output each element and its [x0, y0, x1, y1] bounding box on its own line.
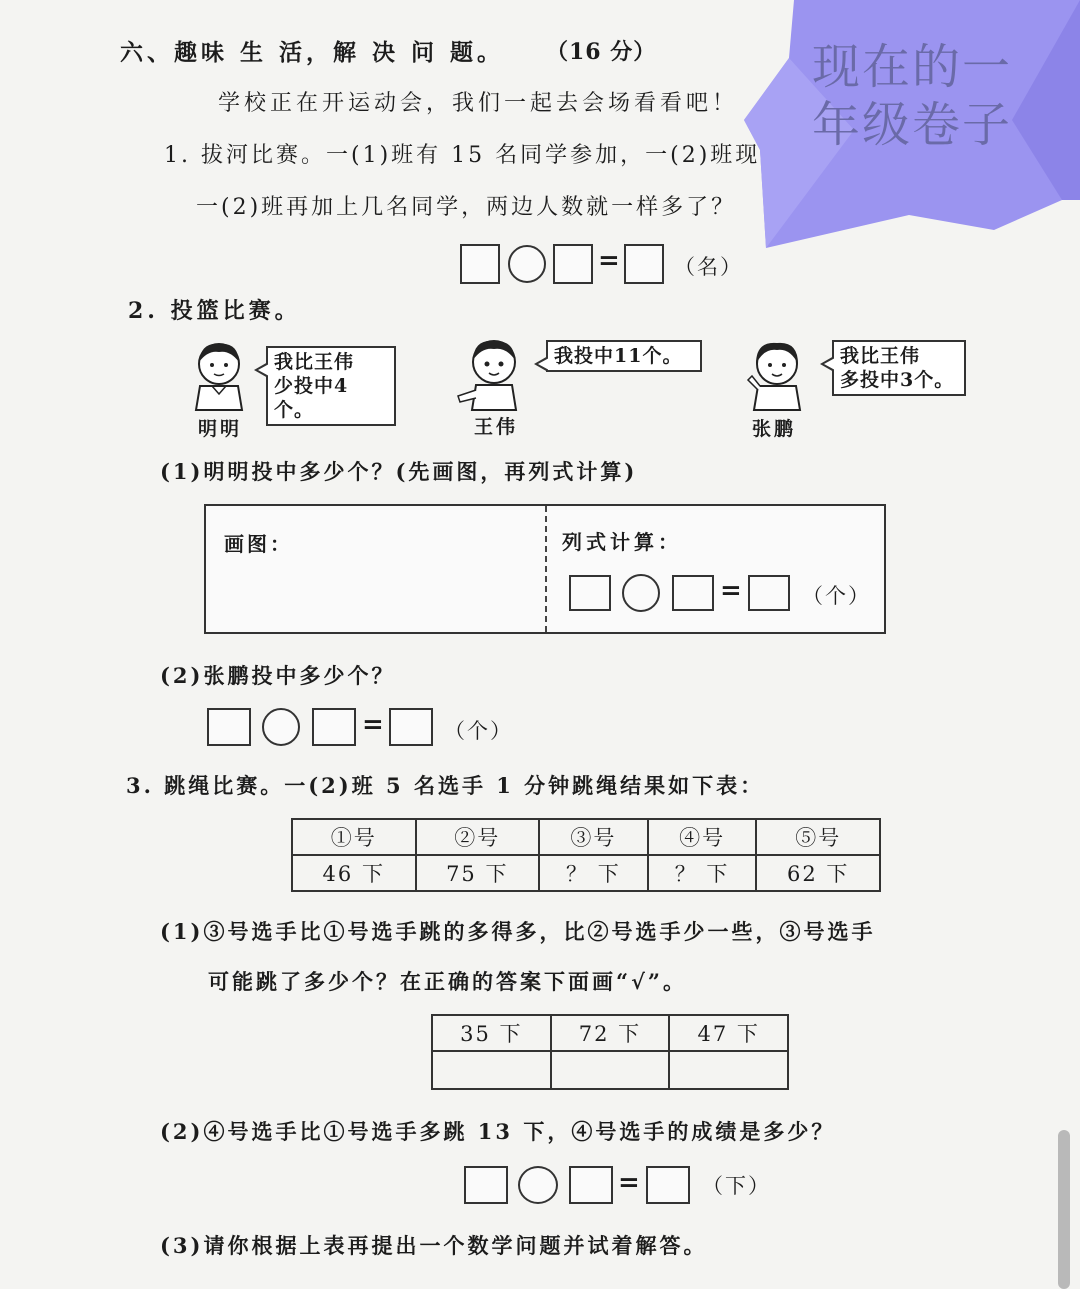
q3-sub1-line1: (1)③号选手比①号选手跳的多得多，比②号选手少一些，③号选手	[160, 919, 876, 944]
q3-check-cell-1[interactable]	[432, 1051, 551, 1089]
q3-option-3: 47 下	[669, 1015, 788, 1051]
q2-calc-label: 列式计算：	[562, 530, 682, 554]
q1-answer-box-2[interactable]	[553, 244, 593, 284]
section-intro: 学校正在开运动会，我们一起去会场看看吧！	[218, 91, 739, 116]
zhangpeng-speech-bubble	[832, 340, 966, 396]
q3-option-2: 72 下	[551, 1015, 670, 1051]
q3-options-row	[432, 1015, 788, 1051]
q2a-answer-box-1[interactable]	[569, 575, 611, 611]
q3-equals-sign: =	[618, 1168, 640, 1198]
q2b-answer-box-2[interactable]	[312, 708, 356, 746]
q3-header-4: ④号	[648, 819, 757, 855]
zhangpeng-speech-line2: 多投中3个。	[840, 369, 955, 391]
q3-sub1-line2: 可能跳了多少个？在正确的答案下面画“√”。	[208, 969, 687, 994]
q3-answer-box-2[interactable]	[569, 1166, 613, 1204]
zhangpeng-name: 张鹏	[752, 418, 797, 440]
mingming-speech-line2: 少投中4个。	[274, 375, 349, 421]
section-score: （16 分）	[546, 39, 657, 65]
q2-sub2-text: (2)张鹏投中多少个？	[160, 663, 396, 688]
q2-title: 2. 投篮比赛。	[128, 298, 301, 324]
q2a-unit: （个）	[802, 584, 871, 608]
q2a-operator-circle[interactable]	[622, 574, 660, 612]
q2b-unit: （个）	[444, 719, 513, 743]
q1-equals-sign: =	[598, 246, 620, 276]
q3-sub2-text: (2)④号选手比①号选手多跳 13 下，④号选手的成绩是多少？	[160, 1119, 836, 1144]
q3-options-table	[431, 1014, 789, 1090]
q3-result-box[interactable]	[646, 1166, 690, 1204]
q3-table-header-row	[292, 819, 880, 855]
q2-sub1-text: (1)明明投中多少个？(先画图，再列式计算)	[160, 459, 638, 484]
boy-mingming-icon	[186, 340, 252, 416]
q1-text-line1: 1. 拔河比赛。一(1)班有 15 名同学参加，一(2)班现	[164, 143, 761, 168]
mingming-speech-bubble	[266, 346, 396, 426]
q3-option-1: 35 下	[432, 1015, 551, 1051]
q3-value-4: ？ 下	[648, 855, 757, 891]
section-title: 六、趣味 生 活，解 决 问 题。	[120, 39, 505, 66]
q3-value-2: 75 下	[416, 855, 540, 891]
q2b-equals-sign: =	[362, 710, 384, 740]
q3-header-5: ⑤号	[756, 819, 880, 855]
q3-table-value-row	[292, 855, 880, 891]
q2-drawing-area[interactable]	[224, 560, 534, 626]
q3-answer-box-1[interactable]	[464, 1166, 508, 1204]
q2b-result-box[interactable]	[389, 708, 433, 746]
q1-operator-circle[interactable]	[508, 245, 546, 283]
q1-result-box[interactable]	[624, 244, 664, 284]
q3-header-1: ①号	[292, 819, 416, 855]
q3-value-5: 62 下	[756, 855, 880, 891]
q3-check-cell-3[interactable]	[669, 1051, 788, 1089]
q3-value-3: ？ 下	[539, 855, 648, 891]
q3-checkmark-row	[432, 1051, 788, 1089]
q2-frame-divider	[545, 506, 547, 632]
mingming-name: 明明	[198, 418, 243, 440]
q2b-answer-box-1[interactable]	[207, 708, 251, 746]
q3-value-1: 46 下	[292, 855, 416, 891]
q3-title: 3. 跳绳比赛。一(2)班 5 名选手 1 分钟跳绳结果如下表：	[126, 773, 765, 798]
boy-zhangpeng-icon	[744, 340, 810, 414]
vertical-scrollbar[interactable]	[1058, 1130, 1070, 1289]
boy-wangwei-icon	[454, 338, 526, 414]
q3-results-table	[291, 818, 881, 892]
wangwei-speech-line1: 我投中11个。	[554, 345, 683, 367]
wangwei-speech-bubble	[546, 340, 702, 372]
q3-check-cell-2[interactable]	[551, 1051, 670, 1089]
mingming-speech-line1: 我比王伟	[274, 351, 355, 373]
q2a-equals-sign: =	[720, 576, 742, 606]
sticker-line-2: 年级卷子	[812, 97, 1013, 153]
wangwei-name: 王伟	[474, 416, 519, 438]
q1-unit: （名）	[674, 255, 743, 279]
q2-draw-label: 画图：	[224, 532, 293, 556]
q3-unit: （下）	[702, 1174, 771, 1198]
zhangpeng-speech-line1: 我比王伟	[840, 345, 921, 367]
q2a-answer-box-2[interactable]	[672, 575, 714, 611]
q3-sub3-text: (3)请你根据上表再提出一个数学问题并试着解答。	[160, 1233, 708, 1258]
q3-operator-circle[interactable]	[518, 1166, 558, 1204]
q2a-result-box[interactable]	[748, 575, 790, 611]
q1-answer-box-1[interactable]	[460, 244, 500, 284]
q1-text-line2: 一(2)班再加上几名同学，两边人数就一样多了？	[196, 195, 737, 220]
q2b-operator-circle[interactable]	[262, 708, 300, 746]
q3-header-2: ②号	[416, 819, 540, 855]
sticker-line-1: 现在的一	[812, 39, 1013, 95]
q3-header-3: ③号	[539, 819, 648, 855]
